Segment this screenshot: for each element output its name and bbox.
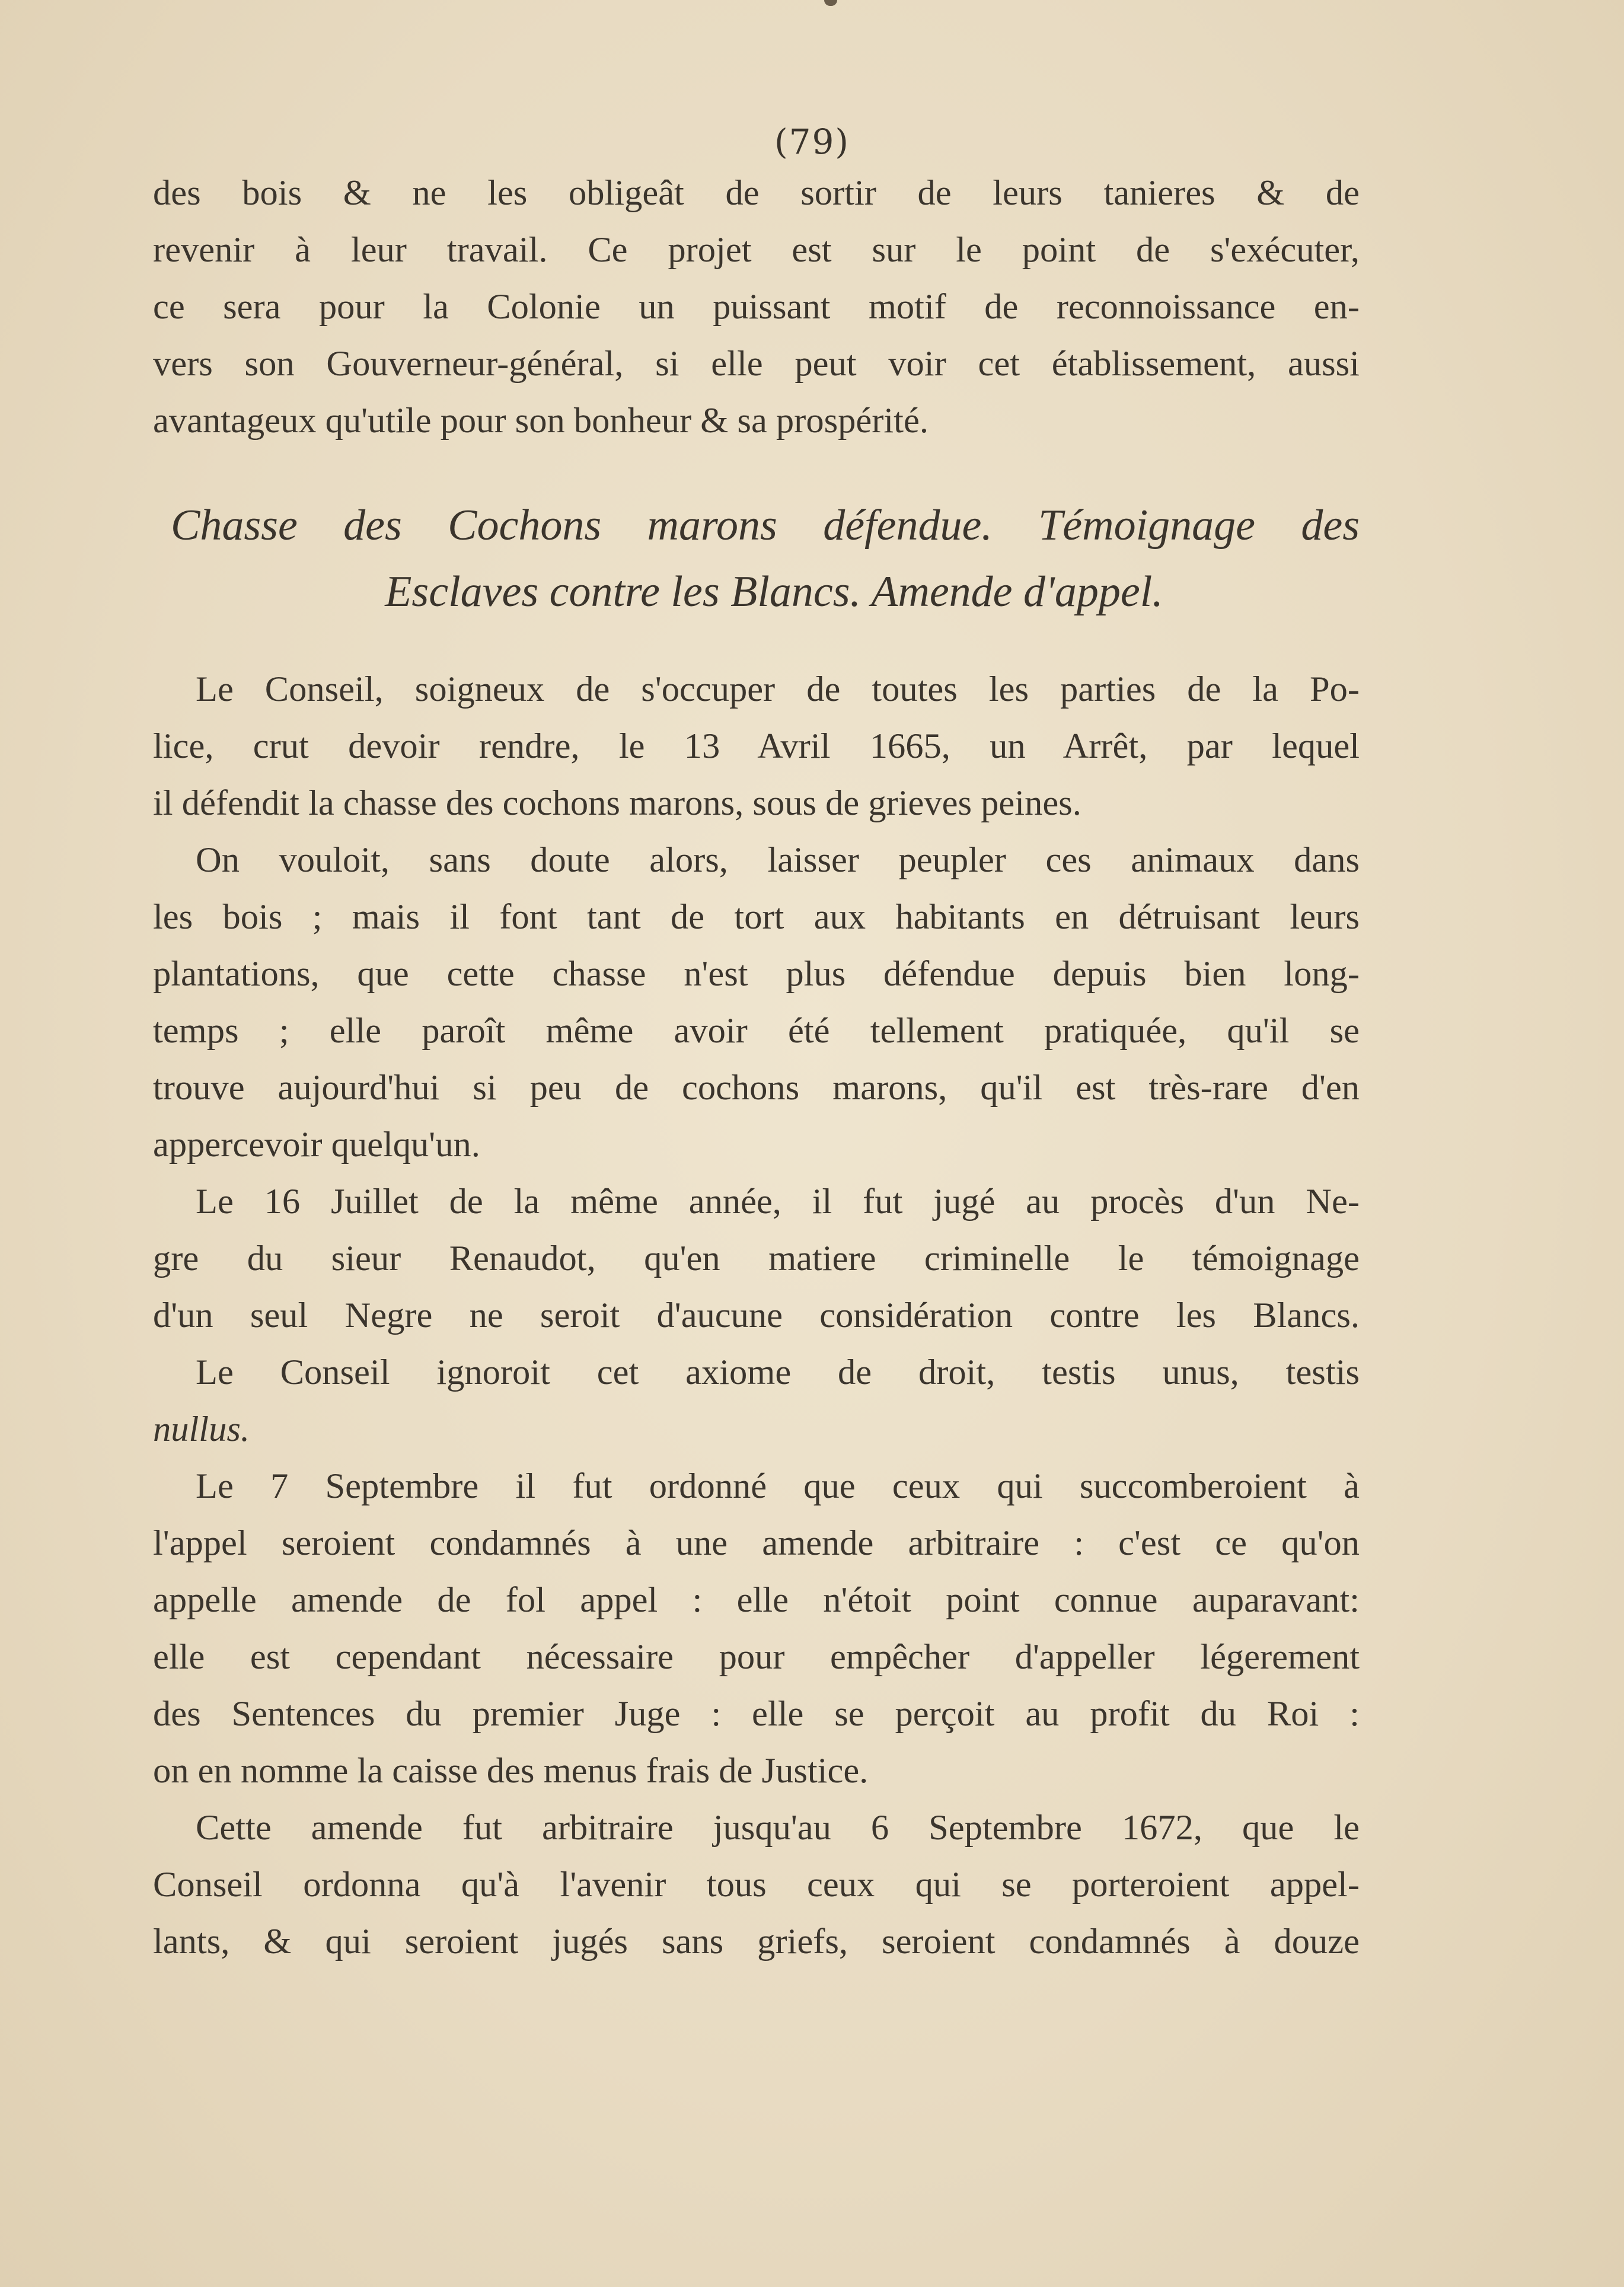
text-line: trouve aujourd'hui si peu de cochons marons, qu'il est très-rare d'en <box>153 1068 1360 1108</box>
heading-line: Esclaves contre les Blancs. Amende d'appel. <box>385 567 1163 616</box>
text-line: Le Conseil ignoroit cet axiome de droit, testis unus, testis <box>196 1353 1360 1392</box>
text-line: l'appel seroient condamnés à une amende arbitraire : c'est ce qu'on <box>153 1523 1360 1563</box>
intro-paragraph <box>153 165 1360 449</box>
text-line: elle est cependant nécessaire pour empêcher d'appeller légerement <box>153 1637 1360 1677</box>
text-line: appercevoir quelqu'un. <box>153 1125 480 1165</box>
text-line: Cette amende fut arbitraire jusqu'au 6 Septembre 1672, que le <box>196 1808 1360 1848</box>
text-line: appelle amende de fol appel : elle n'étoit point connue auparavant: <box>153 1580 1360 1620</box>
text-line: des Sentences du premier Juge : elle se perçoit au profit du Roi : <box>153 1694 1360 1734</box>
text-line: les bois ; mais il font tant de tort aux habitants en détruisant leurs <box>153 897 1360 937</box>
text-line: des bois & ne les obligeât de sortir de leurs tanieres & de <box>153 173 1360 213</box>
text-line: vers son Gouverneur-général, si elle peut voir cet établissement, aussi <box>153 344 1360 384</box>
text-line: il défendit la chasse des cochons marons, sous de grieves peines. <box>153 783 1081 823</box>
section-heading <box>153 492 1360 625</box>
text-line: On vouloit, sans doute alors, laisser peupler ces animaux dans <box>196 840 1360 880</box>
text-line: revenir à leur travail. Ce projet est sur le point de s'exécuter, <box>153 230 1360 270</box>
body-text <box>153 661 1360 1970</box>
text-line: gre du sieur Renaudot, qu'en matiere criminelle le témoignage <box>153 1239 1360 1278</box>
text-line: Le 7 Septembre il fut ordonné que ceux qui succomberoient à <box>196 1466 1360 1506</box>
text-line: lice, crut devoir rendre, le 13 Avril 1665, un Arrêt, par lequel <box>153 726 1360 766</box>
text-line: temps ; elle paroît même avoir été tellement pratiquée, qu'il se <box>153 1011 1360 1051</box>
text-line: d'un seul Negre ne seroit d'aucune considération contre les Blancs. <box>153 1296 1360 1335</box>
text-line: ce sera pour la Colonie un puissant motif de reconnoissance en- <box>153 287 1360 327</box>
text-line: Le 16 Juillet de la même année, il fut jugé au procès d'un Ne- <box>196 1182 1360 1221</box>
heading-line: Chasse des Cochons marons défendue. Témoignage des <box>171 501 1360 550</box>
text-line: Le Conseil, soigneux de s'occuper de toutes les parties de la Po- <box>196 669 1360 709</box>
text-line: lants, & qui seroient jugés sans griefs, seroient condamnés à douze <box>153 1922 1360 1961</box>
text-line: on en nomme la caisse des menus frais de Justice. <box>153 1751 869 1791</box>
page-number: (79) <box>774 122 850 162</box>
ink-mark <box>824 0 837 6</box>
text-line: plantations, que cette chasse n'est plus défendue depuis bien long- <box>153 954 1360 994</box>
text-line: avantageux qu'utile pour son bonheur & sa prospérité. <box>153 401 929 441</box>
text-line: Conseil ordonna qu'à l'avenir tous ceux qui se porteroient appel- <box>153 1865 1360 1905</box>
text-line: nullus. <box>153 1409 250 1449</box>
